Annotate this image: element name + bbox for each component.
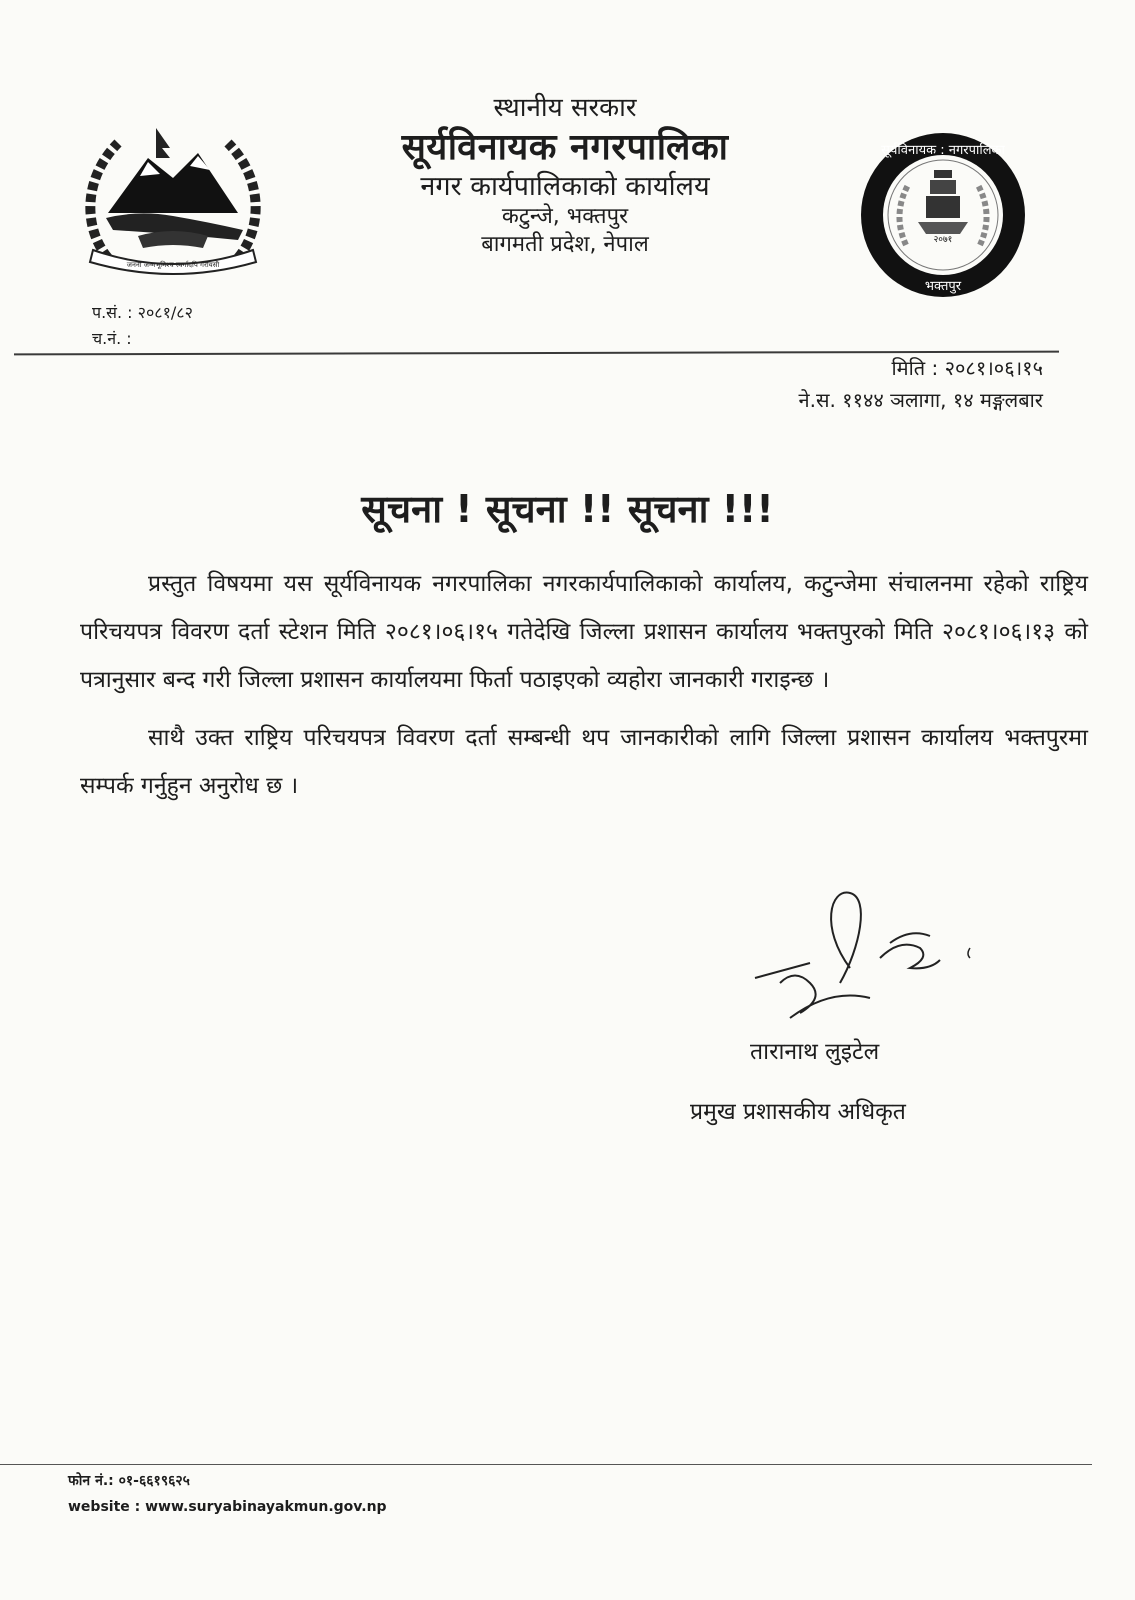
date-nepal-sambat: ने.स. ११४४ ञलागा, १४ मङ्गलबार: [798, 388, 1043, 412]
body-paragraph-1: प्रस्तुत विषयमा यस सूर्यविनायक नगरपालिका नगरकार्यपालिकाको कार्यालय, कटुन्जेमा संचालनमा रहेको राष्ट्रिय परिचयपत्र विवरण दर्ता स्टेशन मिति २०८१।०६।१५ गतेदेखि जिल्ला प्रशासन कार्यालय भक्तपुरको मिति २०८१।०६।१३ को पत्रानुसार बन्द गरी जिल्ला प्रशासन कार्यालयमा फिर्ता पठाइएको व्यहोरा जानकारी गराइन्छ ।: [80, 571, 1088, 693]
footer: [68, 1468, 387, 1520]
notice-body: [80, 560, 1088, 820]
letterhead-subtitle: स्थानीय सरकार: [493, 93, 637, 123]
reference-block: [92, 300, 193, 352]
municipality-seal-icon: [848, 130, 1038, 300]
date-bs: मिति : २०८१।०६।१५: [891, 356, 1043, 380]
nepal-emblem-icon: [78, 118, 268, 278]
municipality-name: सूर्यविनायक नगरपालिका: [401, 126, 729, 168]
patra-sankhya: प.सं. : २०८१/८२: [92, 303, 193, 322]
body-paragraph-2: साथै उक्त राष्ट्रिय परिचयपत्र विवरण दर्ता सम्बन्धी थप जानकारीको लागि जिल्ला प्रशासन कार्यालय भक्तपुरमा सम्पर्क गर्नुहुन अनुरोध छ ।: [80, 725, 1088, 799]
signature-icon: [740, 888, 1000, 1038]
address-line-2: बागमती प्रदेश, नेपाल: [481, 231, 649, 257]
letterhead: [330, 92, 800, 258]
svg-text:जननी जन्मभूमिश्च स्वर्गादपि गर: जननी जन्मभूमिश्च स्वर्गादपि गरीयसी: [126, 261, 220, 269]
signatory-name: तारानाथ लुइटेल: [750, 1039, 880, 1065]
chalani-number: च.नं. :: [92, 329, 132, 348]
office-name: नगर कार्यपालिकाको कार्यालय: [420, 170, 710, 202]
notice-title: सूचना ! सूचना !! सूचना !!!: [361, 487, 774, 531]
seal-year: २०७१: [933, 235, 953, 245]
signatory-designation: प्रमुख प्रशासकीय अधिकृत: [690, 1099, 906, 1125]
footer-divider: [0, 1464, 1092, 1465]
seal-top-text: सूर्यविनायक : नगरपालिका: [881, 143, 1005, 158]
date-block: [798, 352, 1043, 416]
seal-bottom-text: भक्तपुर: [924, 279, 962, 294]
footer-website: website : www.suryabinayakmun.gov.np: [68, 1499, 387, 1515]
footer-phone: फोन नं.: ०१-६६१९६२५: [68, 1473, 190, 1489]
address-line-1: कटुन्जे, भक्तपुर: [501, 204, 629, 230]
